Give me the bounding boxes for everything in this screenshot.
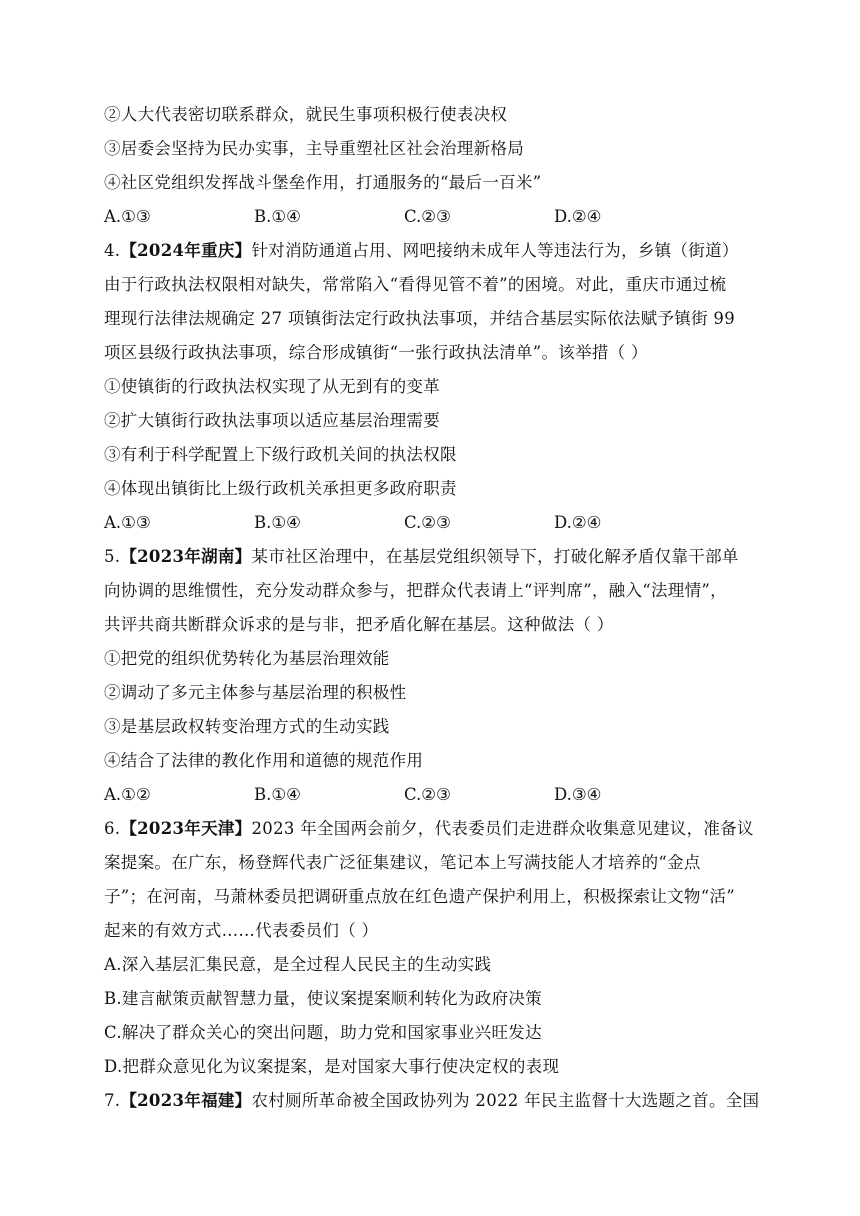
q7-stem-text-1: 农村厕所革命被全国政协列为 2022 年民主监督十大选题之首。全国 <box>251 1091 760 1110</box>
q5-statement-4: ④结合了法律的教化作用和道德的规范作用 <box>104 751 424 770</box>
q3-option-c: C.②③ <box>404 207 451 226</box>
q6-stem-text-1: 2023 年全国两会前夕，代表委员们走进群众收集意见建议，准备议 <box>251 819 754 838</box>
q6-stem-line-1 <box>104 812 764 846</box>
q5-option-a: A.①② <box>104 785 151 804</box>
q4-statement-4: ④体现出镇街比上级行政机关承担更多政府职责 <box>104 479 457 498</box>
q6-stem-line-2: 案提案。在广东，杨登辉代表广泛征集建议，笔记本上写满技能人才培养的“金点 <box>104 853 701 872</box>
q4-option-b: B.①④ <box>254 513 301 532</box>
q4-option-a: A.①③ <box>104 513 151 532</box>
q5-source: 【2023年湖南】 <box>120 547 252 566</box>
q4-stem-line-3: 理现行法律法规确定 27 项镇街法定行政执法事项，并结合基层实际依法赋予镇街 99 <box>104 309 736 328</box>
q5-statement-3: ③是基层政权转变治理方式的生动实践 <box>104 717 390 736</box>
q4-options <box>104 506 764 540</box>
q5-statement-2: ②调动了多元主体参与基层治理的积极性 <box>104 683 407 702</box>
q6-stem-line-4: 起来的有效方式……代表委员们（ ） <box>104 921 379 940</box>
q4-statement-3: ③有利于科学配置上下级行政机关间的执法权限 <box>104 445 457 464</box>
q5-stem-text-1: 某市社区治理中，在基层党组织领导下，打破化解矛盾仅靠干部单 <box>251 547 739 566</box>
q4-statement-1: ①使镇街的行政执法权实现了从无到有的变革 <box>104 377 440 396</box>
q6-source: 【2023年天津】 <box>120 819 252 838</box>
q4-stem-text-1: 针对消防通道占用、网吧接纳未成年人等违法行为，乡镇（街道） <box>251 241 739 260</box>
q6-stem-line-3: 子”；在河南，马萧林委员把调研重点放在红色遗产保护利用上，积极探索让文物“活” <box>104 887 736 906</box>
q6-number: 6. <box>104 819 121 838</box>
q5-option-b: B.①④ <box>254 785 301 804</box>
q3-option-b: B.①④ <box>254 207 301 226</box>
q4-stem-line-1 <box>104 234 764 268</box>
q4-option-d: D.②④ <box>554 513 602 532</box>
q5-number: 5. <box>104 547 121 566</box>
q5-statement-1: ①把党的组织优势转化为基层治理效能 <box>104 649 390 668</box>
q4-statement-2: ②扩大镇街行政执法事项以适应基层治理需要 <box>104 411 440 430</box>
q4-option-c: C.②③ <box>404 513 451 532</box>
q5-stem-line-2: 向协调的思维惯性，充分发动群众参与，把群众代表请上“评判席”，融入“法理情”， <box>104 581 727 600</box>
q5-stem-line-3: 共评共商共断群众诉求的是与非，把矛盾化解在基层。这种做法（ ） <box>104 615 614 634</box>
q3-option-d: D.②④ <box>554 207 602 226</box>
q5-option-d: D.③④ <box>554 785 602 804</box>
q3-options <box>104 200 764 234</box>
q7-number: 7. <box>104 1091 121 1110</box>
q3-statement-2: ②人大代表密切联系群众，就民生事项积极行使表决权 <box>104 105 508 124</box>
q4-stem-line-4: 项区县级行政执法事项，综合形成镇街“一张行政执法清单”。该举措（ ） <box>104 343 648 362</box>
q4-number: 4. <box>104 241 121 260</box>
q4-stem-line-2: 由于行政执法权限相对缺失，常常陷入“看得见管不着”的困境。对此，重庆市通过梳 <box>104 275 727 294</box>
q5-stem-line-1 <box>104 540 764 574</box>
q4-source: 【2024年重庆】 <box>120 241 252 260</box>
q6-option-b: B.建言献策贡献智慧力量，使议案提案顺利转化为政府决策 <box>104 989 542 1008</box>
q3-statement-4: ④社区党组织发挥战斗堡垒作用，打通服务的“最后一百米” <box>104 173 542 192</box>
q7-stem-line-1 <box>104 1084 764 1118</box>
q7-source: 【2023年福建】 <box>120 1091 252 1110</box>
q6-option-c: C.解决了群众关心的突出问题，助力党和国家事业兴旺发达 <box>104 1023 542 1042</box>
q5-option-c: C.②③ <box>404 785 451 804</box>
q5-options <box>104 778 764 812</box>
q6-option-d: D.把群众意见化为议案提案，是对国家大事行使决定权的表现 <box>104 1057 560 1076</box>
q6-option-a: A.深入基层汇集民意，是全过程人民民主的生动实践 <box>104 955 492 974</box>
q3-option-a: A.①③ <box>104 207 151 226</box>
q3-statement-3: ③居委会坚持为民办实事，主导重塑社区社会治理新格局 <box>104 139 524 158</box>
